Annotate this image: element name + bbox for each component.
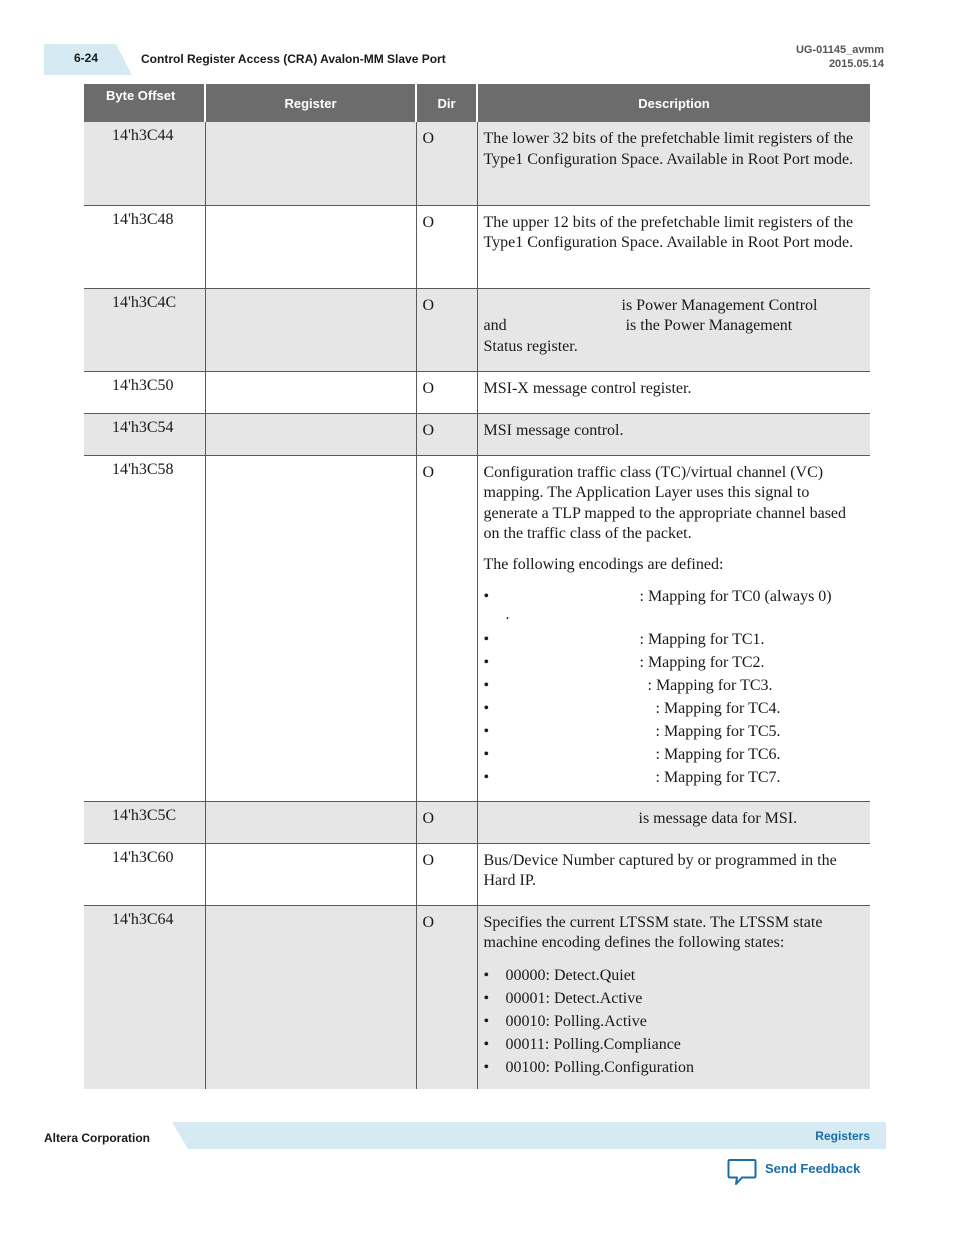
bullet: • (483, 966, 490, 984)
bullet: • (483, 677, 490, 694)
ltssm-state-list (484, 964, 865, 1079)
byte-offset-cell: 14'h3C60 (84, 843, 205, 905)
dir-cell: O (416, 122, 477, 205)
encoding-text: : Mapping for TC4. (655, 700, 781, 717)
list-item (484, 720, 865, 743)
table-row (84, 122, 870, 205)
state-text: 00001: Detect.Active (505, 989, 643, 1007)
description-text: Configuration traffic class (TC)/virtual channel (VC) mapping. The Application Layer uses this signal to generate a TLP mapped to the appropriate channel based on the traffic class of the packet. (483, 463, 847, 542)
byte-offset-cell: 14'h3C4C (84, 288, 205, 371)
page-title: Control Register Access (CRA) Avalon-MM Slave Port (141, 52, 446, 66)
encoding-text: : Mapping for TC7. (655, 769, 781, 786)
description-fragment: and (483, 317, 507, 334)
byte-offset-cell: 14'h3C58 (84, 455, 205, 801)
table-row (84, 413, 870, 455)
registers-link[interactable]: Registers (815, 1129, 870, 1143)
encoding-text: : Mapping for TC6. (655, 746, 781, 763)
document-id (796, 43, 884, 71)
bullet: • (483, 631, 490, 648)
dir-cell: O (416, 455, 477, 801)
description-text: MSI message control. (483, 421, 624, 439)
list-item (484, 651, 865, 674)
table-row (84, 371, 870, 413)
list-item (484, 1010, 865, 1033)
footer-band (172, 1122, 886, 1149)
description-cell (477, 413, 870, 455)
description-text: The following encodings are defined: (483, 555, 724, 573)
register-table (84, 84, 870, 1089)
dir-cell: O (416, 413, 477, 455)
description-cell (477, 801, 870, 843)
list-item (484, 766, 865, 789)
column-header-byte-offset: Byte Offset (84, 84, 205, 122)
dir-cell: O (416, 905, 477, 1089)
list-item (484, 743, 865, 766)
encoding-tail: . (505, 606, 510, 623)
description-cell (477, 288, 870, 371)
dir-cell: O (416, 288, 477, 371)
encoding-text: : Mapping for TC1. (639, 631, 765, 648)
bullet: • (483, 1058, 490, 1076)
document-code: UG-01145_avmm (795, 44, 884, 56)
bullet: • (483, 700, 490, 717)
byte-offset-cell: 14'h3C5C (84, 801, 205, 843)
register-cell (205, 413, 416, 455)
table-row (84, 905, 870, 1089)
register-cell (205, 122, 416, 205)
description-fragment: is Power Management Control (621, 296, 818, 314)
send-feedback-label: Send Feedback (765, 1161, 861, 1176)
register-cell (205, 843, 416, 905)
list-item (484, 964, 865, 987)
state-text: 00010: Polling.Active (505, 1012, 647, 1030)
description-fragment: is the Power Management (625, 317, 793, 334)
bullet: • (483, 654, 490, 671)
state-text: 00000: Detect.Quiet (505, 966, 636, 984)
register-cell (205, 205, 416, 288)
encoding-text: : Mapping for TC0 (always 0) (639, 588, 832, 605)
description-fragment: Status register. (483, 337, 578, 355)
description-text: MSI-X message control register. (483, 379, 692, 397)
table-header-row (84, 84, 870, 122)
description-text: Bus/Device Number captured by or programmed in the Hard IP. (483, 851, 837, 889)
list-item (484, 697, 865, 720)
speech-bubble-icon (727, 1158, 757, 1186)
list-item (484, 628, 865, 651)
bullet: • (483, 588, 490, 605)
byte-offset-cell: 14'h3C50 (84, 371, 205, 413)
bullet: • (483, 1012, 490, 1030)
table-row (84, 843, 870, 905)
byte-offset-cell: 14'h3C48 (84, 205, 205, 288)
description-cell (477, 371, 870, 413)
description-cell (477, 205, 870, 288)
byte-offset-cell: 14'h3C64 (84, 905, 205, 1089)
encoding-list (484, 585, 865, 789)
footer-company: Altera Corporation (44, 1131, 151, 1145)
bullet: • (483, 746, 490, 763)
list-item (484, 1056, 865, 1079)
description-fragment-line (484, 316, 865, 337)
register-cell (205, 371, 416, 413)
dir-cell: O (416, 371, 477, 413)
document-date: 2015.05.14 (828, 58, 884, 70)
table-row (84, 288, 870, 371)
bullet: • (483, 723, 490, 740)
table-row (84, 455, 870, 801)
description-text: is message data for MSI. (638, 809, 798, 827)
encoding-text: : Mapping for TC2. (639, 654, 765, 671)
encoding-text: : Mapping for TC3. (647, 677, 773, 694)
bullet: • (483, 989, 490, 1007)
state-text: 00011: Polling.Compliance (505, 1035, 681, 1053)
dir-cell: O (416, 843, 477, 905)
table-row (84, 801, 870, 843)
byte-offset-cell: 14'h3C54 (84, 413, 205, 455)
register-cell (205, 288, 416, 371)
bullet: • (483, 769, 490, 786)
bullet: • (483, 1035, 490, 1053)
column-header-description: Description (477, 84, 870, 122)
register-cell (205, 801, 416, 843)
list-item (484, 585, 865, 628)
byte-offset-cell: 14'h3C44 (84, 122, 205, 205)
register-cell (205, 455, 416, 801)
description-cell (477, 843, 870, 905)
description-text: The upper 12 bits of the prefetchable limit registers of the Type1 Configuration Space. Available in Root Port mode. (483, 213, 854, 251)
list-item (484, 987, 865, 1010)
encoding-text: : Mapping for TC5. (655, 723, 781, 740)
list-item (484, 1033, 865, 1056)
page-number: 6-24 (74, 51, 99, 65)
state-text: 00100: Polling.Configuration (505, 1058, 694, 1076)
register-cell (205, 905, 416, 1089)
column-header-dir: Dir (416, 84, 477, 122)
description-text: The lower 32 bits of the prefetchable limit registers of the Type1 Configuration Space. Available in Root Port mode. (483, 130, 854, 168)
table-row (84, 205, 870, 288)
dir-cell: O (416, 801, 477, 843)
description-text: Specifies the current LTSSM state. The LTSSM state machine encoding defines the following states: (483, 913, 823, 951)
send-feedback-button[interactable] (727, 1158, 860, 1188)
list-item (484, 674, 865, 697)
description-cell (477, 455, 870, 801)
description-cell (477, 122, 870, 205)
description-cell (477, 905, 870, 1089)
column-header-register: Register (205, 84, 416, 122)
dir-cell: O (416, 205, 477, 288)
